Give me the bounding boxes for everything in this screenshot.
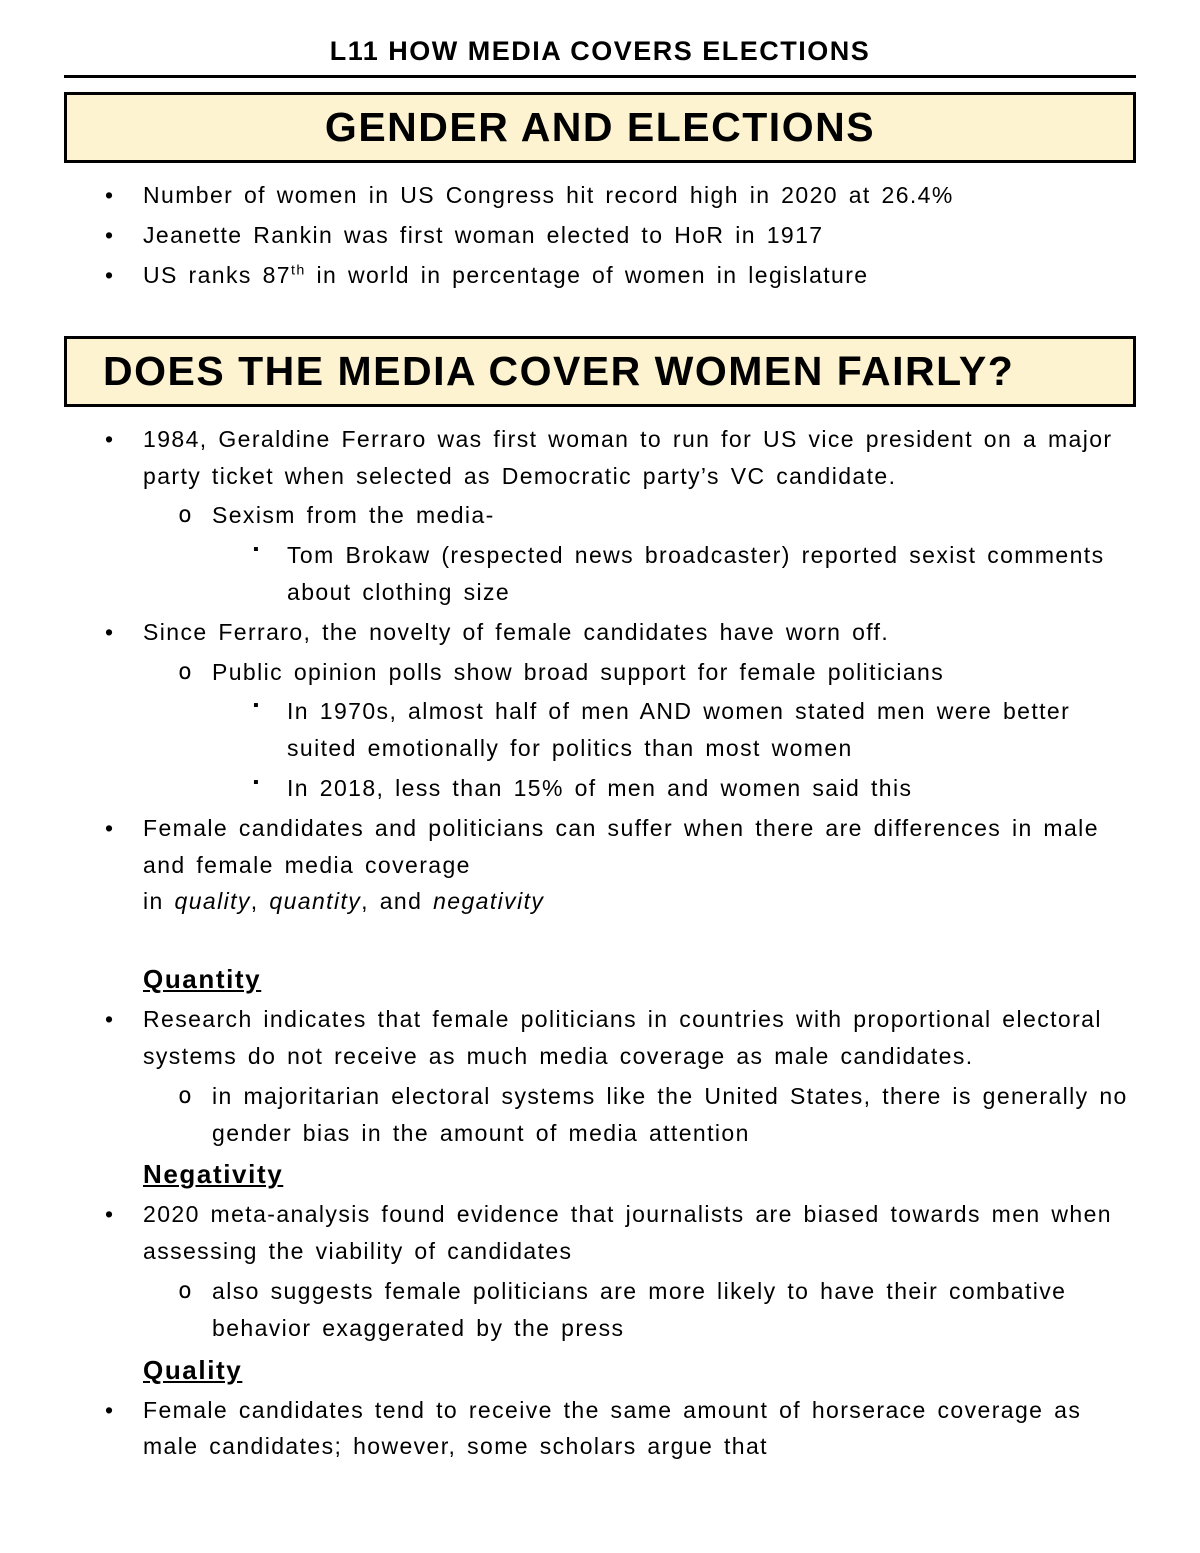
italic-term-quantity: quantity bbox=[269, 888, 362, 915]
list-item-text: Female candidates tend to receive the same amount of horserace coverage as male candidates; however, some scholars argue that bbox=[143, 1396, 1082, 1460]
sub-list-item bbox=[64, 1078, 1136, 1152]
sub-list-item bbox=[64, 497, 1136, 534]
list-item bbox=[64, 177, 1136, 214]
section-heading-box-gender bbox=[64, 92, 1136, 163]
separator: , and bbox=[361, 888, 434, 915]
list-item bbox=[64, 1001, 1136, 1075]
bullet-icon: • bbox=[105, 1396, 115, 1423]
ordinal-superscript: th bbox=[290, 262, 306, 279]
list-item-text: in majoritarian electoral systems like the United States, there is generally no gender bias in the amount of media attention bbox=[212, 1082, 1128, 1146]
media-bullet-list bbox=[64, 421, 1136, 1465]
list-item bbox=[64, 1196, 1136, 1270]
ranking-text-post: in world in percentage of women in legislature bbox=[305, 261, 869, 288]
list-item-text: Jeanette Rankin was first woman elected to HoR in 1917 bbox=[143, 221, 824, 248]
square-bullet-icon: ▪ bbox=[253, 541, 261, 559]
bullet-icon: • bbox=[105, 221, 115, 248]
list-item-text: In 1970s, almost half of men AND women stated men were better suited emotionally for politics than most women bbox=[287, 698, 1071, 762]
list-item-text: Public opinion polls show broad support for female politicians bbox=[212, 658, 945, 685]
sub-list-item bbox=[64, 654, 1136, 691]
bullet-icon: • bbox=[105, 1006, 115, 1033]
list-item-text: Number of women in US Congress hit record high in 2020 at 26.4% bbox=[143, 182, 954, 209]
bullet-icon: • bbox=[105, 261, 115, 288]
bullet-icon: • bbox=[105, 425, 115, 452]
list-item-text: In 2018, less than 15% of men and women said this bbox=[287, 774, 913, 801]
list-item-text: 2020 meta-analysis found evidence that journalists are biased towards men when assessing the viability of candidates bbox=[143, 1201, 1112, 1265]
italic-term-negativity: negativity bbox=[433, 888, 545, 915]
list-item-text: Since Ferraro, the novelty of female candidates have worn off. bbox=[143, 618, 890, 645]
circle-bullet-icon: o bbox=[178, 1277, 194, 1304]
list-item-text: 1984, Geraldine Ferraro was first woman to run for US vice president on a major party ticket when selected as Democratic party’s VC candidate. bbox=[143, 425, 1113, 489]
gender-bullet-list bbox=[64, 177, 1136, 293]
coverage-line1: Female candidates and politicians can suffer when there are differences in male and female media coverage bbox=[143, 814, 1099, 878]
bullet-icon: • bbox=[105, 1201, 115, 1228]
coverage-line2-prefix: in bbox=[143, 888, 175, 915]
section-heading-media: DOES THE MEDIA COVER WOMEN FAIRLY? bbox=[103, 347, 1015, 394]
circle-bullet-icon: o bbox=[178, 1082, 194, 1109]
list-item bbox=[64, 217, 1136, 254]
subsection-heading-quality: Quality bbox=[143, 1354, 243, 1385]
list-item-text bbox=[143, 262, 869, 288]
section-heading-box-media bbox=[64, 336, 1136, 407]
list-item bbox=[64, 810, 1136, 920]
subsection-heading-quantity: Quantity bbox=[143, 964, 262, 995]
ranking-text-pre: US ranks 87 bbox=[143, 261, 291, 288]
bullet-icon: • bbox=[105, 618, 115, 645]
list-item-text: Research indicates that female politicians in countries with proportional electoral systems do not receive as much media coverage as male candidates. bbox=[143, 1006, 1102, 1069]
circle-bullet-icon: o bbox=[178, 658, 194, 685]
sub-sub-list-item bbox=[64, 537, 1136, 611]
section-heading-gender: GENDER AND ELECTIONS bbox=[324, 104, 876, 150]
document-title: L11 HOW MEDIA COVERS ELECTIONS bbox=[64, 36, 1136, 78]
separator: , bbox=[250, 888, 270, 915]
sub-sub-list-item bbox=[64, 770, 1136, 807]
square-bullet-icon: ▪ bbox=[253, 697, 261, 715]
italic-term-quality: quality bbox=[174, 888, 251, 915]
list-item bbox=[64, 421, 1136, 495]
list-item-text: Sexism from the media- bbox=[212, 502, 495, 529]
list-item bbox=[64, 257, 1136, 294]
square-bullet-icon: ▪ bbox=[253, 773, 261, 791]
sub-list-item bbox=[64, 1273, 1136, 1347]
list-item bbox=[64, 614, 1136, 651]
bullet-icon: • bbox=[105, 814, 115, 841]
circle-bullet-icon: o bbox=[178, 502, 194, 529]
bullet-icon: • bbox=[105, 182, 115, 209]
list-item-text: Tom Brokaw (respected news broadcaster) reported sexist comments about clothing size bbox=[287, 542, 1105, 605]
list-item bbox=[64, 1392, 1136, 1466]
sub-sub-list-item bbox=[64, 693, 1136, 767]
list-item-text bbox=[143, 815, 1099, 915]
list-item-text: also suggests female politicians are more likely to have their combative behavior exaggerated by the press bbox=[212, 1277, 1067, 1341]
subsection-heading-negativity: Negativity bbox=[143, 1159, 284, 1190]
